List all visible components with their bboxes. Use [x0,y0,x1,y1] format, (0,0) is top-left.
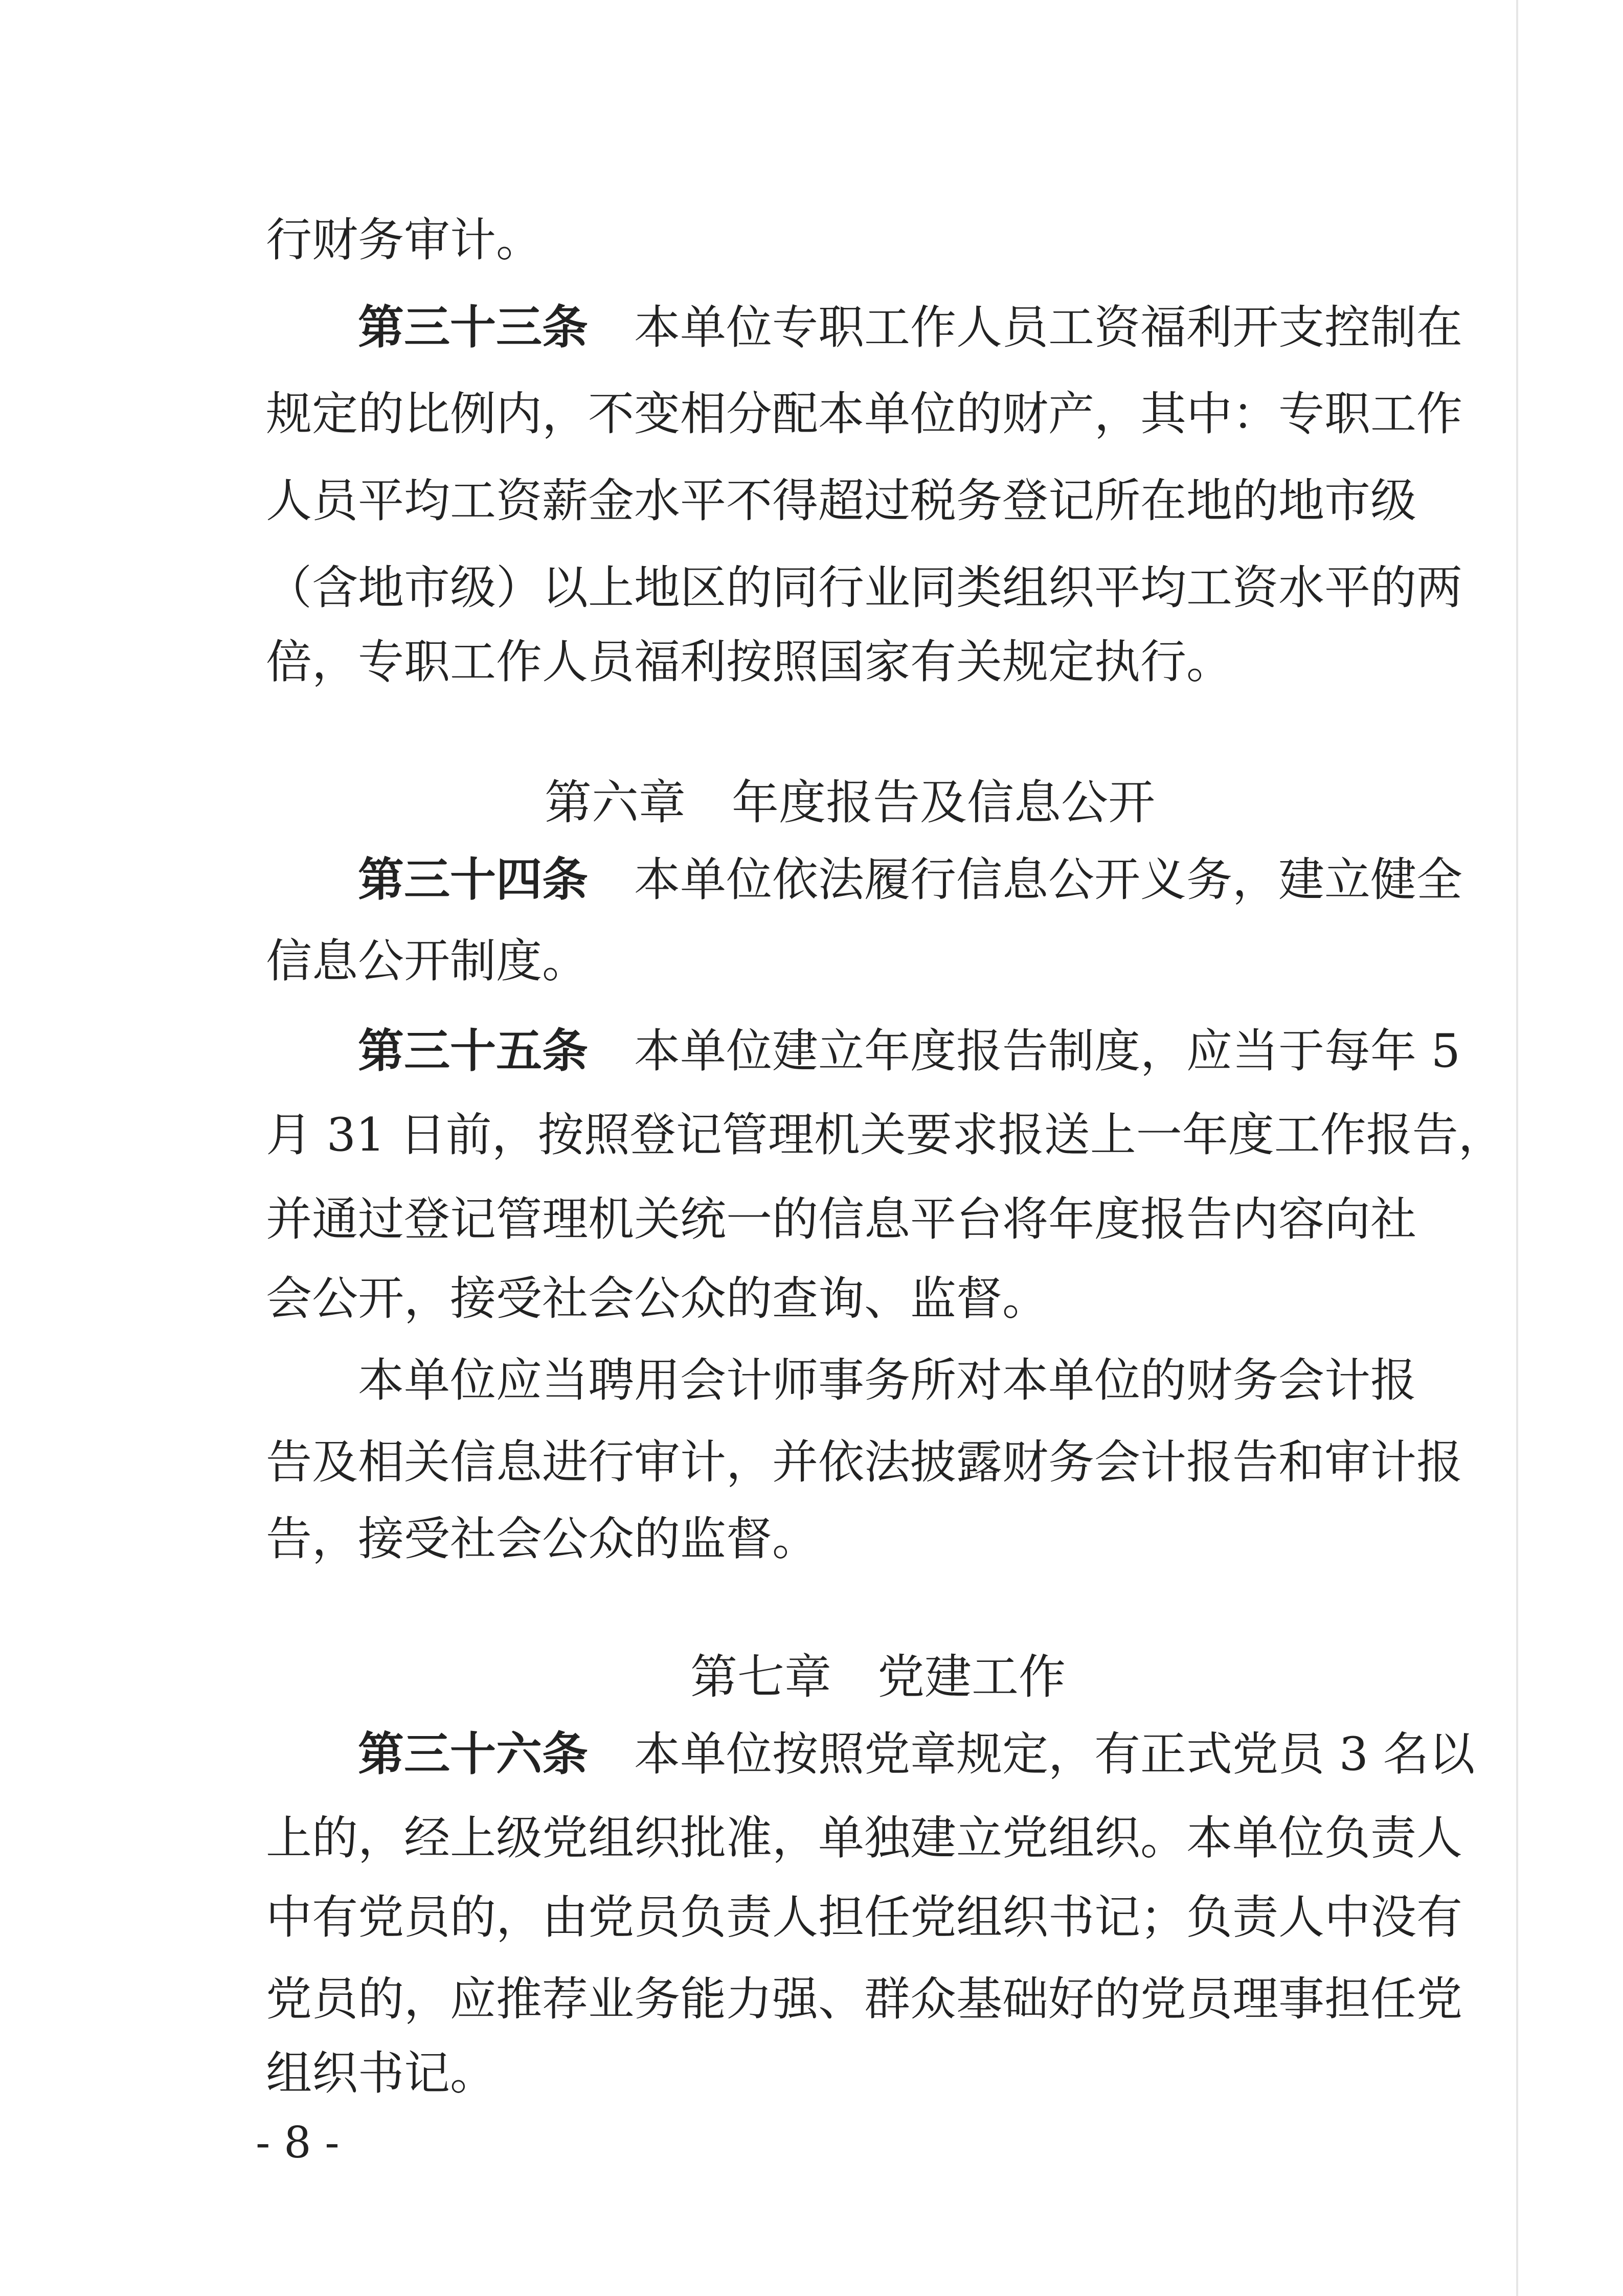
article-36-text-1: 本单位按照党章规定，有正式党员 3 名以 [634,1727,1475,1781]
article-33-line-1 [358,300,1462,358]
article-34-label: 第三十四条 [358,852,588,907]
article-36-line-3: 中有党员的，由党员负责人担任党组织书记；负责人中没有 [266,1890,1462,1944]
article-33-line-2: 规定的比例内，不变相分配本单位的财产，其中：专职工作 [266,387,1462,441]
article-36-line-4: 党员的，应推荐业务能力强、群众基础好的党员理事担任党 [266,1972,1462,2026]
article-33-text-1: 本单位专职工作人员工资福利开支控制在 [634,301,1462,354]
article-35-line-1 [358,1024,1460,1082]
article-36-line-5: 组织书记。 [266,2046,496,2100]
article-36-line-1 [358,1727,1475,1785]
continuation-line: 行财务审计。 [266,213,542,267]
article-36-line-2: 上的，经上级党组织批准，单独建立党组织。本单位负责人 [266,1811,1462,1865]
article-35-line-3: 并通过登记管理机关统一的信息平台将年度报告内容向社 [266,1192,1416,1246]
chapter-6-title: 年度报告及信息公开 [732,775,1156,830]
chapter-6-number: 第六章 [545,775,686,830]
article-35-para2-line-1: 本单位应当聘用会计师事务所对本单位的财务会计报 [358,1354,1416,1407]
article-34-text-1: 本单位依法履行信息公开义务，建立健全 [634,853,1462,907]
article-35-para2-line-3: 告，接受社会公众的监督。 [266,1512,818,1566]
article-33-line-4: （含地市级）以上地区的同行业同类组织平均工资水平的两 [266,561,1462,615]
chapter-6-heading [545,775,1155,836]
article-35-line-4: 会公开，接受社会公众的查询、监督。 [266,1272,1048,1325]
article-33-line-3: 人员平均工资薪金水平不得超过税务登记所在地的地市级 [266,474,1416,528]
article-36-label: 第三十六条 [358,1727,588,1781]
scan-edge-mark [1516,0,1518,2296]
article-35-text-1: 本单位建立年度报告制度，应当于每年 5 [634,1024,1460,1078]
article-34-line-1 [358,852,1462,910]
chapter-7-number: 第七章 [690,1650,832,1704]
chapter-7-heading [690,1649,1066,1710]
article-35-line-2: 月 31 日前，按照登记管理机关要求报送上一年度工作报告， [266,1108,1504,1162]
article-35-label: 第三十五条 [358,1024,588,1078]
page-number: - 8 - [256,2118,340,2168]
article-34-line-2: 信息公开制度。 [266,934,588,988]
article-33-line-5: 倍，专职工作人员福利按照国家有关规定执行。 [266,635,1232,689]
article-35-para2-line-2: 告及相关信息进行审计，并依法披露财务会计报告和审计报 [266,1435,1462,1489]
chapter-7-title: 党建工作 [877,1650,1066,1704]
article-33-label: 第三十三条 [358,300,588,354]
